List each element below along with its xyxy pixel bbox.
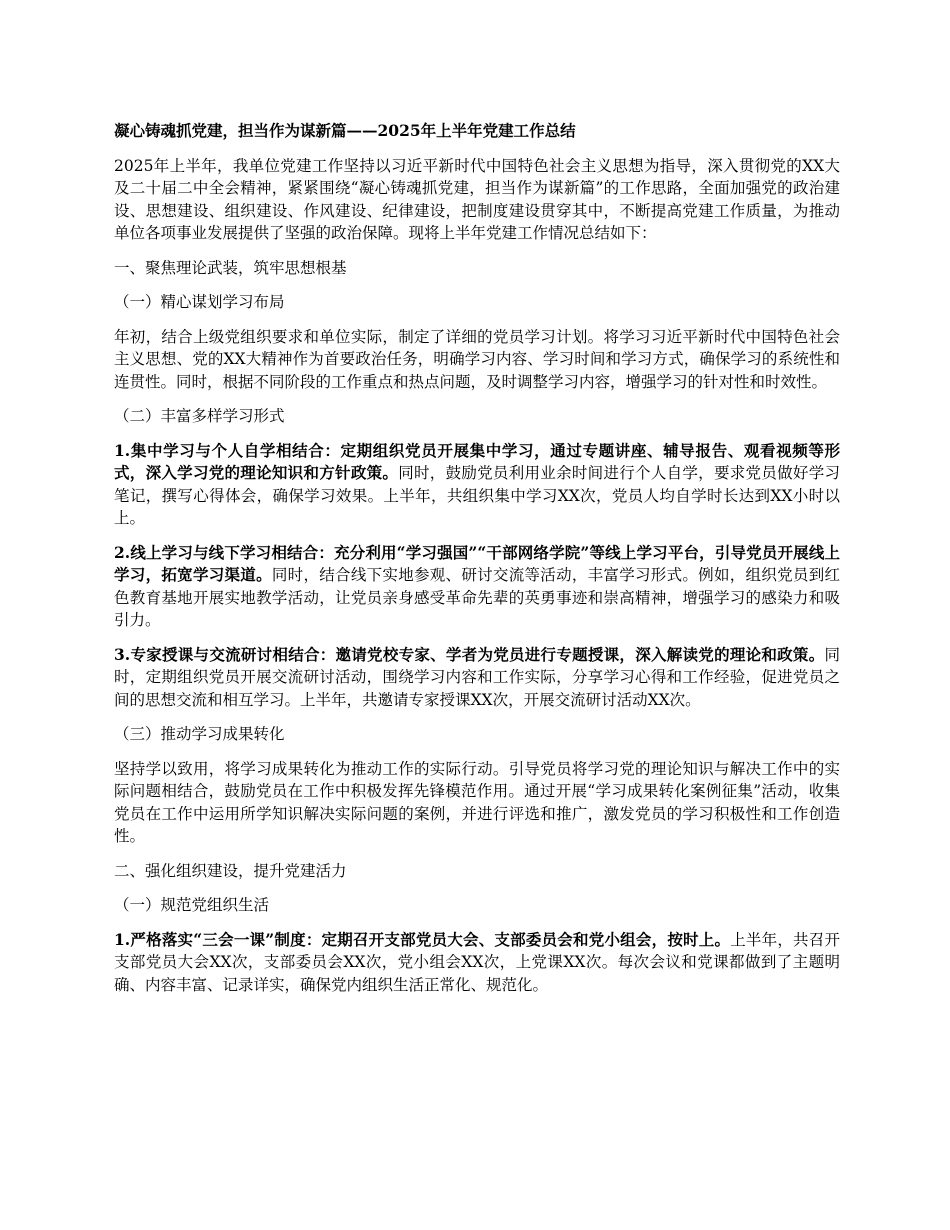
section-1-heading: 一、聚焦理论武装，筑牢思想根基 xyxy=(114,258,347,277)
section-1-sub-3-paragraph: 坚持学以致用，将学习成果转化为推动工作的实际行动。引导党员将学习党的理论知识与解决工作中的实际问题相结合，鼓励党员在工作中积极发挥先锋模范作用。通过开展“学习成果转化案例征集”活动，收集党员在工作中运用所学知识解决实际问题的案例，并进行评选和推广，激发党员的学习积极性和工作创造性。 xyxy=(114,759,840,845)
organization-item-1-text: 上半年，共召开支部党员大会XX次，支部委员会XX次，党小组会XX次，上党课XX次。每次会议和党课都做到了主题明确、内容丰富、记录详实，确保党内组织生活正常化、规范化。 xyxy=(114,930,840,994)
study-item-3-text: 同时，定期组织党员开展交流研讨活动，围绕学习内容和工作实际，分享学习心得和工作经验，促进党员之间的思想交流和相互学习。上半年，共邀请专家授课XX次，开展交流研讨活动XX次。 xyxy=(114,645,840,709)
section-1-sub-1-paragraph: 年初，结合上级党组织要求和单位实际，制定了详细的党员学习计划。将学习习近平新时代中国特色社会主义思想、党的XX大精神作为首要政治任务，明确学习内容、学习时间和学习方式，确保学习的系统性和连贯性。同时，根据不同阶段的工作重点和热点问题，及时调整学习内容，增强学习的针对性和时效性。 xyxy=(114,327,840,391)
study-item-1 xyxy=(114,440,840,530)
study-item-3 xyxy=(114,644,840,712)
study-item-2-text: 同时，结合线下实地参观、研讨交流等活动，丰富学习形式。例如，组织党员到红色教育基地开展实地教学活动，让党员亲身感受革命先辈的英勇事迹和崇高精神，增强学习的感染力和吸引力。 xyxy=(114,566,840,629)
study-item-2-lead: 2.线上学习与线下学习相结合：充分利用“学习强国”“干部网络学院”等线上学习平台，引导党员开展线上学习，拓宽学习渠道。 xyxy=(114,542,840,584)
study-item-2 xyxy=(114,542,840,632)
document-title: 凝心铸魂抓党建，担当作为谋新篇——2025年上半年党建工作总结 xyxy=(114,121,576,140)
section-1-sub-3-heading: （三）推动学习成果转化 xyxy=(114,725,285,743)
intro-paragraph: 2025年上半年，我单位党建工作坚持以习近平新时代中国特色社会主义思想为指导，深入贯彻党的XX大及二十届二中全会精神，紧紧围绕“凝心铸魂抓党建，担当作为谋新篇”的工作思路，全面加强党的政治建设、思想建设、组织建设、作风建设、纪律建设，把制度建设贯穿其中，不断提高党建工作质量，为推动单位各项事业发展提供了坚强的政治保障。现将上半年党建工作情况总结如下： xyxy=(114,156,840,242)
organization-item-1-lead: 1.严格落实“三会一课”制度：定期召开支部党员大会、支部委员会和党小组会，按时上。 xyxy=(114,929,731,949)
organization-item-1 xyxy=(114,929,840,997)
section-1-sub-2-heading: （二）丰富多样学习形式 xyxy=(114,407,285,425)
study-item-3-lead: 3.专家授课与交流研讨相结合：邀请党校专家、学者为党员进行专题授课，深入解读党的理论和政策。 xyxy=(114,644,825,664)
study-item-1-text: 同时，鼓励党员利用业余时间进行个人自学，要求党员做好学习笔记，撰写心得体会，确保学习效果。上半年，共组织集中学习XX次，党员人均自学时长达到XX小时以上。 xyxy=(114,464,840,527)
document-page xyxy=(114,120,840,1008)
section-1-sub-1-heading: （一）精心谋划学习布局 xyxy=(114,293,285,311)
section-2-heading: 二、强化组织建设，提升党建活力 xyxy=(114,861,347,880)
section-2-sub-1-heading: （一）规范党组织生活 xyxy=(114,896,270,914)
study-item-1-lead: 1.集中学习与个人自学相结合：定期组织党员开展集中学习，通过专题讲座、辅导报告、观看视频等形式，深入学习党的理论知识和方针政策。 xyxy=(114,440,840,482)
